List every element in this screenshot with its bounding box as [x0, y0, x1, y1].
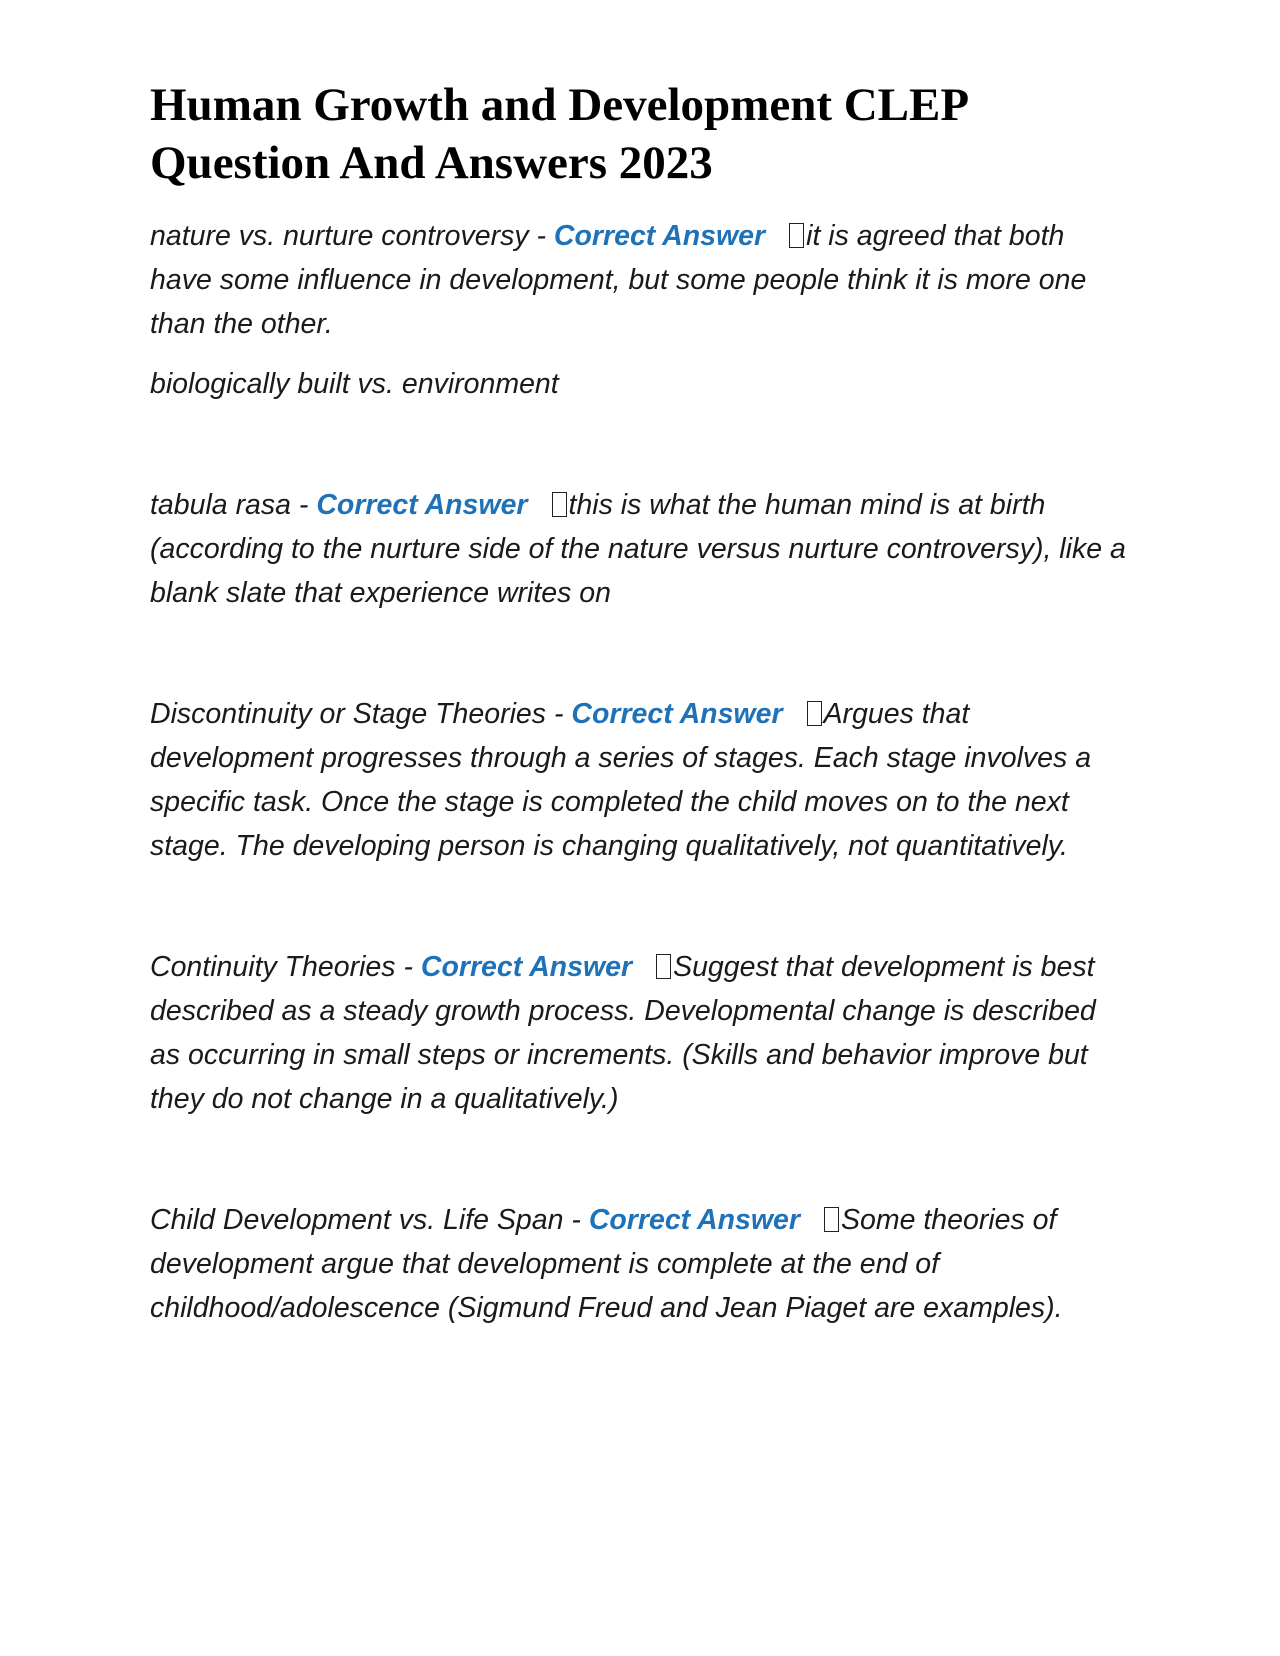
missing-glyph-icon: [552, 492, 567, 517]
answer-text: Some theories of development argue that development is complete at the end of childhood/adolescence (Sigmund Freud and Jean Piaget are examples).: [150, 1204, 1063, 1324]
missing-glyph-icon: [824, 1207, 839, 1232]
correct-answer-label: Correct Answer: [316, 489, 528, 521]
document-title: Human Growth and Development CLEP Question And Answers 2023: [150, 79, 967, 189]
qa-item-2: [150, 483, 1130, 615]
correct-answer-label: Correct Answer: [571, 698, 783, 730]
document-page: [150, 76, 1130, 1330]
correct-answer-label: Correct Answer: [588, 1204, 800, 1236]
qa-item-4: [150, 945, 1130, 1121]
term: Child Development vs. Life Span: [150, 1204, 564, 1236]
separator: -: [563, 1204, 589, 1236]
answer-text: this is what the human mind is at birth (according to the nurture side of the nature versus nurture controversy), like a blank slate that experience writes on: [150, 489, 1126, 609]
term: Discontinuity or Stage Theories: [150, 698, 547, 730]
answer-text: it is agreed that both have some influence in development, but some people think it is more one than the other.: [150, 220, 1087, 340]
correct-answer-label: Correct Answer: [553, 220, 766, 252]
term: nature vs. nurture controversy: [150, 220, 529, 252]
qa-item-1-extra: biologically built vs. environment: [150, 368, 559, 400]
missing-glyph-icon: [807, 701, 822, 726]
missing-glyph-icon: [789, 223, 804, 248]
answer-text: Suggest that development is best described as a steady growth process. Developmental change is described as occurring in small steps or increments. (Skills and behavior improve but they do not change in a qualitatively.): [150, 951, 1096, 1115]
separator: -: [546, 698, 572, 730]
missing-glyph-icon: [656, 954, 671, 979]
correct-answer-label: Correct Answer: [420, 951, 633, 983]
separator: -: [528, 220, 554, 252]
separator: -: [291, 489, 317, 521]
term: tabula rasa: [150, 489, 292, 521]
answer-text: Argues that development progresses through a series of stages. Each stage involves a specific task. Once the stage is completed the child moves on to the next stage. The developing person is changing qualitatively, not quantitatively.: [150, 698, 1092, 862]
term: Continuity Theories: [150, 951, 396, 983]
qa-item-1: [150, 214, 1130, 346]
separator: -: [395, 951, 421, 983]
qa-item-5: [150, 1198, 1130, 1330]
qa-item-3: [150, 692, 1130, 868]
